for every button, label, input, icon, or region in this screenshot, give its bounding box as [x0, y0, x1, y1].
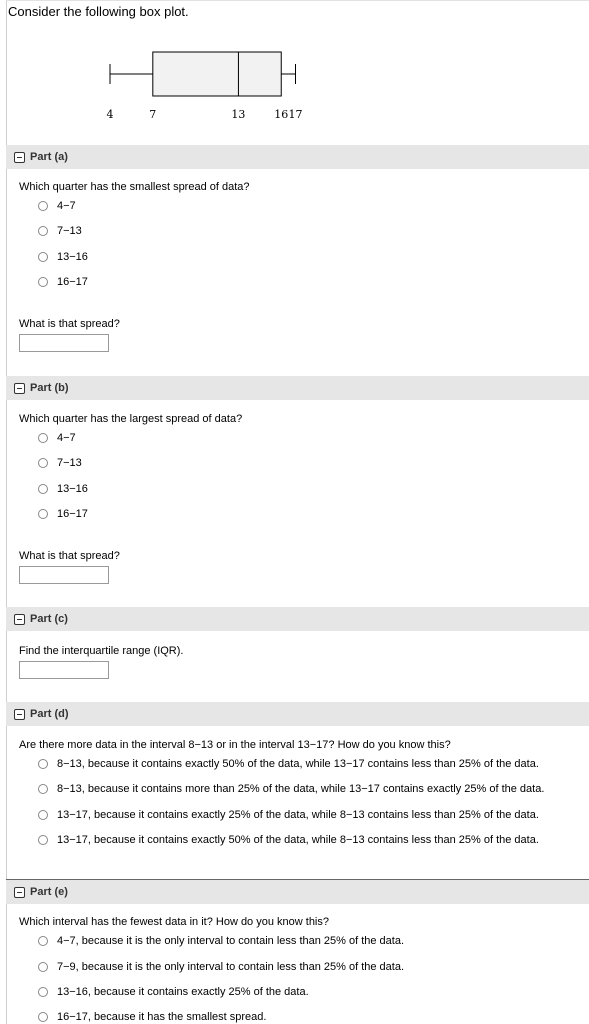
- part-d-question: Are there more data in the interval 8−13 or in the interval 13−17? How do you know this?: [19, 739, 451, 751]
- option-label: 8−13, because it contains more than 25% of the data, while 13−17 contains exactly 25% of the data.: [57, 783, 545, 795]
- collapse-icon[interactable]: [14, 383, 25, 394]
- part-a-spread-input[interactable]: [19, 334, 109, 352]
- part-e-option-1[interactable]: [38, 935, 404, 947]
- part-b-title: Part (b): [30, 382, 69, 394]
- part-a-title: Part (a): [30, 151, 68, 163]
- part-c-title: Part (c): [30, 613, 68, 625]
- part-e-option-3[interactable]: [38, 986, 309, 998]
- radio-button[interactable]: [38, 962, 48, 972]
- option-label: 4−7: [57, 200, 76, 212]
- option-label: 7−13: [57, 457, 82, 469]
- part-e-header[interactable]: [6, 879, 589, 904]
- option-label: 13−17, because it contains exactly 25% of the data, while 8−13 contains less than 25% of the data.: [57, 809, 539, 821]
- part-b-followup: What is that spread?: [19, 550, 120, 562]
- collapse-icon[interactable]: [14, 709, 25, 720]
- radio-button[interactable]: [38, 987, 48, 997]
- tick-label: 13: [231, 108, 246, 121]
- option-label: 13−16: [57, 483, 88, 495]
- radio-button[interactable]: [38, 784, 48, 794]
- part-d-option-4[interactable]: [38, 834, 539, 846]
- part-d-option-3[interactable]: [38, 809, 539, 821]
- option-label: 16−17, because it has the smallest spread.: [57, 1011, 267, 1023]
- part-c-question: Find the interquartile range (IQR).: [19, 645, 184, 657]
- radio-button[interactable]: [38, 509, 48, 519]
- option-label: 4−7, because it is the only interval to contain less than 25% of the data.: [57, 935, 405, 947]
- radio-button[interactable]: [38, 458, 48, 468]
- part-b-header[interactable]: [6, 376, 589, 400]
- part-a-header[interactable]: [6, 145, 589, 169]
- collapse-icon[interactable]: [14, 614, 25, 625]
- option-label: 13−16, because it contains exactly 25% of the data.: [57, 986, 309, 998]
- part-b-spread-input[interactable]: [19, 566, 109, 584]
- part-a-followup: What is that spread?: [19, 318, 120, 330]
- part-c-header[interactable]: [6, 607, 589, 631]
- part-b-option-1[interactable]: [38, 432, 76, 444]
- part-a-question: Which quarter has the smallest spread of data?: [19, 181, 250, 193]
- part-d-title: Part (d): [30, 708, 69, 720]
- radio-button[interactable]: [38, 484, 48, 494]
- part-e-title: Part (e): [30, 886, 68, 898]
- radio-button[interactable]: [38, 277, 48, 287]
- part-e-option-2[interactable]: [38, 961, 404, 973]
- part-b-option-4[interactable]: [38, 508, 88, 520]
- radio-button[interactable]: [38, 201, 48, 211]
- part-a-option-4[interactable]: [38, 276, 88, 288]
- radio-button[interactable]: [38, 252, 48, 262]
- option-label: 13−16: [57, 251, 88, 263]
- part-c-iqr-input[interactable]: [19, 661, 109, 679]
- radio-button[interactable]: [38, 433, 48, 443]
- part-a-option-1[interactable]: [38, 200, 76, 212]
- tick-label: 17: [288, 108, 303, 121]
- part-b-option-3[interactable]: [38, 483, 88, 495]
- option-label: 8−13, because it contains exactly 50% of the data, while 13−17 contains less than 25% of the data.: [57, 758, 539, 770]
- option-label: 16−17: [57, 508, 88, 520]
- part-e-option-4[interactable]: [38, 1011, 266, 1023]
- content-frame-top: [6, 0, 589, 1]
- radio-button[interactable]: [38, 936, 48, 946]
- option-label: 7−13: [57, 225, 82, 237]
- part-a-option-3[interactable]: [38, 251, 88, 263]
- part-b-option-2[interactable]: [38, 457, 82, 469]
- option-label: 13−17, because it contains exactly 50% of the data, while 8−13 contains less than 25% of the data.: [57, 834, 539, 846]
- radio-button[interactable]: [38, 1012, 48, 1022]
- part-b-question: Which quarter has the largest spread of data?: [19, 413, 243, 425]
- collapse-icon[interactable]: [14, 152, 25, 163]
- part-a-option-2[interactable]: [38, 225, 82, 237]
- option-label: 4−7: [57, 432, 76, 444]
- part-d-header[interactable]: [6, 702, 589, 726]
- collapse-icon[interactable]: [14, 887, 25, 898]
- intro-text: Consider the following box plot.: [8, 4, 189, 19]
- radio-button[interactable]: [38, 226, 48, 236]
- radio-button[interactable]: [38, 810, 48, 820]
- radio-button[interactable]: [38, 835, 48, 845]
- part-e-question: Which interval has the fewest data in it? How do you know this?: [19, 916, 329, 928]
- part-d-option-2[interactable]: [38, 783, 544, 795]
- tick-label: 16: [274, 108, 289, 121]
- tick-label: 4: [106, 108, 114, 121]
- radio-button[interactable]: [38, 759, 48, 769]
- part-d-option-1[interactable]: [38, 758, 539, 770]
- interquartile-box: [153, 52, 281, 96]
- option-label: 16−17: [57, 276, 88, 288]
- option-label: 7−9, because it is the only interval to contain less than 25% of the data.: [57, 961, 405, 973]
- box-plot: [0, 38, 589, 128]
- tick-label: 7: [149, 108, 157, 121]
